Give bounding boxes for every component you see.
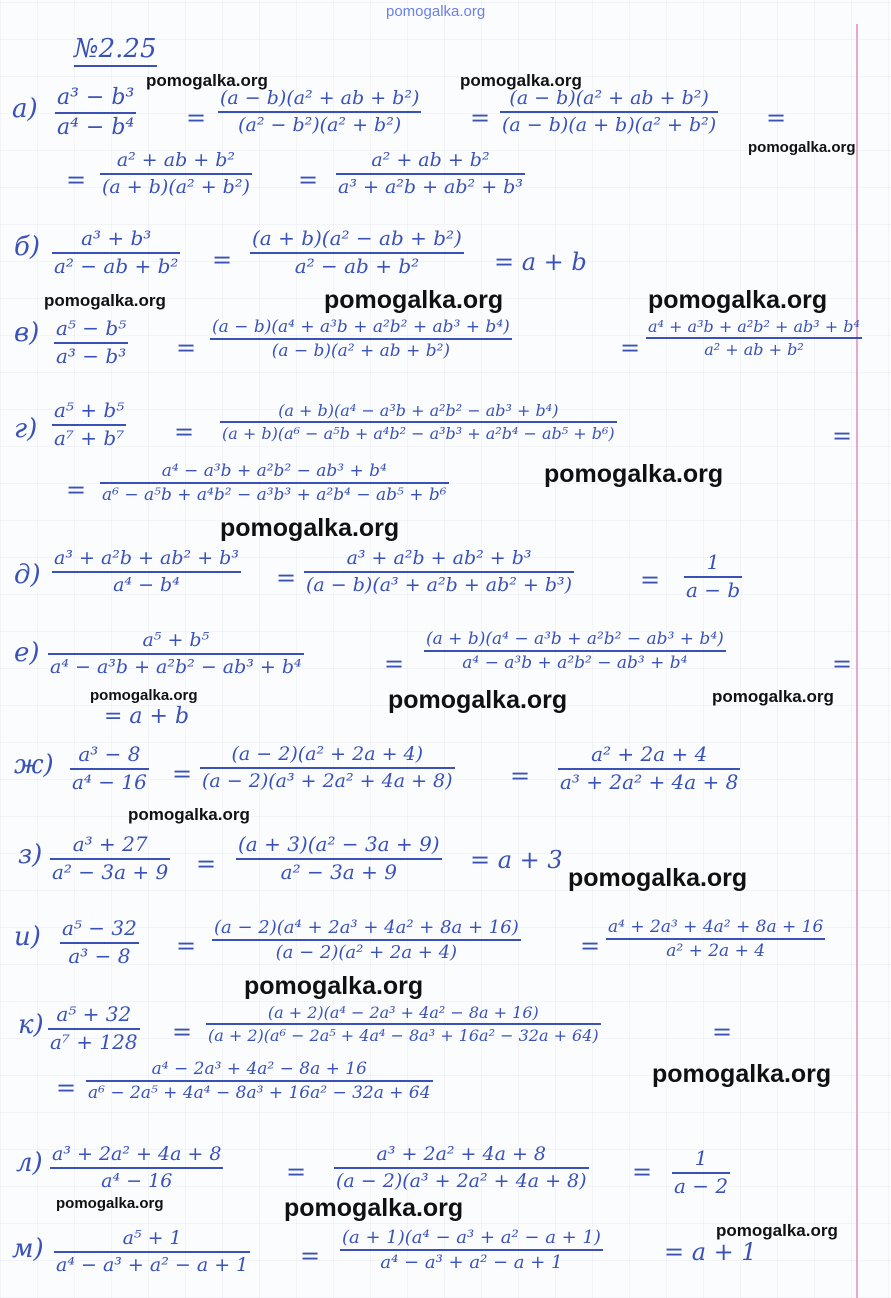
watermark-text: pomogalka.org [244,972,424,1000]
fraction: a⁵ − b⁵ a³ − b³ [56,316,127,368]
watermark-text: pomogalka.org [568,864,748,892]
watermark-text: pomogalka.org [712,687,834,706]
fraction: (a + 2)(a⁴ − 2a³ + 4a² − 8a + 16) (a + 2)(a⁶ − 2a⁵ + 4a⁴ − 8a³ + 16a² − 32a + 64) [208,1003,599,1046]
equals-sign: = [174,418,195,446]
fraction: a³ + 27 a² − 3a + 9 [52,832,169,884]
equals-sign: = [56,1074,77,1102]
fraction: a³ + a²b + ab² + b³ a⁴ − b⁴ [54,547,239,596]
fraction: a⁴ + 2a³ + 4a² + 8a + 16 a² + 2a + 4 [608,917,824,962]
result: = a + b [104,704,190,729]
item-label-i: и) [14,922,41,952]
equals-sign: = [286,1158,307,1186]
equals-sign: = [176,932,197,960]
equals-sign: = [384,650,405,678]
item-label-l: л) [16,1148,43,1178]
fraction: a³ − 8 a⁴ − 16 [72,742,147,794]
fraction: a³ + b³ a² − ab + b² [54,226,179,278]
fraction: (a + b)(a² − ab + b²) a² − ab + b² [252,226,462,278]
equals-sign: = [580,932,601,960]
fraction: (a − b)(a² + ab + b²) (a² − b²)(a² + b²) [220,87,420,136]
result: = a + 1 [664,1238,757,1266]
margin-line [856,24,858,1298]
watermark-text: pomogalka.org [284,1194,464,1222]
result: = a + 3 [470,846,563,874]
watermark-text: pomogalka.org [56,1195,164,1212]
equals-sign: = [66,166,87,194]
equals-sign: = [172,760,193,788]
equals-sign: = [470,104,491,132]
item-label-m: м) [12,1234,44,1264]
fraction: a⁵ − 32 a³ − 8 [62,916,137,968]
watermark-text: pomogalka.org [146,71,268,90]
item-label-d: д) [14,560,41,590]
fraction: a⁵ + b⁵ a⁷ + b⁷ [54,398,125,450]
fraction: a² + ab + b² a³ + a²b + ab² + b³ [338,149,523,198]
fraction: (a + 3)(a² − 3a + 9) a² − 3a + 9 [238,832,440,884]
fraction: a³ + 2a² + 4a + 8 a⁴ − 16 [52,1143,222,1192]
fraction: a⁵ + b⁵ a⁴ − a³b + a²b² − ab³ + b⁴ [50,629,302,678]
site-link[interactable]: pomogalka.org [386,3,486,20]
equals-sign: = [176,334,197,362]
fraction: (a + 1)(a⁴ − a³ + a² − a + 1) a⁴ − a³ + a² − a + 1 [342,1227,601,1274]
item-label-g: г) [14,414,38,444]
fraction: a² + ab + b² (a + b)(a² + b²) [102,149,250,198]
fraction: a³ + 2a² + 4a + 8 (a − 2)(a³ + 2a² + 4a + 8) [336,1143,587,1192]
item-label-v: в) [14,318,40,348]
watermark-text: pomogalka.org [220,514,400,542]
watermark-text: pomogalka.org [544,460,724,488]
watermark-text: pomogalka.org [128,805,250,824]
fraction: (a + b)(a⁴ − a³b + a²b² − ab³ + b⁴) a⁴ − a³b + a²b² − ab³ + b⁴ [426,629,724,674]
item-label-b: б) [14,232,41,262]
fraction: a² + 2a + 4 a³ + 2a² + 4a + 8 [560,742,739,794]
equals-sign: = [712,1018,733,1046]
equals-sign: = [640,566,661,594]
equals-sign: = [172,1018,193,1046]
fraction: a⁴ + a³b + a²b² + ab³ + b⁴ a² + ab + b² [648,317,860,360]
equals-sign: = [298,166,319,194]
equals-sign: = [632,1158,653,1186]
problem-number: №2.25 [74,36,157,67]
watermark-text: pomogalka.org [748,139,856,156]
equals-sign: = [196,850,217,878]
result: = a + b [494,248,587,276]
watermark-text: pomogalka.org [388,686,568,714]
equals-sign: = [212,246,233,274]
watermark-text: pomogalka.org [324,286,504,314]
fraction: (a + b)(a⁴ − a³b + a²b² − ab³ + b⁴) (a + b)(a⁶ − a⁵b + a⁴b² − a³b³ + a²b⁴ − ab⁵ + b⁶) [222,401,615,444]
equals-sign: = [186,104,207,132]
equals-sign: = [620,334,641,362]
fraction: a⁴ − a³b + a²b² − ab³ + b⁴ a⁶ − a⁵b + a⁴b² − a³b³ + a²b⁴ − ab⁵ + b⁶ [102,461,447,506]
equals-sign: = [276,564,297,592]
fraction: 1 a − 2 [674,1146,729,1198]
fraction: a³ + a²b + ab² + b³ (a − b)(a³ + a²b + ab² + b³) [306,547,573,596]
watermark-text: pomogalka.org [90,687,198,704]
item-label-k: к) [18,1010,44,1040]
equals-sign: = [766,104,787,132]
watermark-text: pomogalka.org [716,1221,838,1240]
fraction: a⁵ + 1 a⁴ − a³ + a² − a + 1 [56,1227,249,1276]
fraction: (a − 2)(a² + 2a + 4) (a − 2)(a³ + 2a² + 4a + 8) [202,743,453,792]
equals-sign: = [300,1242,321,1270]
fraction: a³ − b³ a⁴ − b⁴ [57,85,135,140]
fraction: 1 a − b [686,550,741,602]
equals-sign: = [66,476,87,504]
item-label-e: е) [14,638,40,668]
item-label-a: а) [12,94,38,124]
fraction: (a − 2)(a⁴ + 2a³ + 4a² + 8a + 16) (a − 2)(a² + 2a + 4) [214,917,519,964]
item-label-z: з) [18,840,43,870]
equals-sign: = [832,650,853,678]
fraction: a⁴ − 2a³ + 4a² − 8a + 16 a⁶ − 2a⁵ + 4a⁴ − 8a³ + 16a² − 32a + 64 [88,1059,431,1104]
fraction: (a − b)(a⁴ + a³b + a²b² + ab³ + b⁴) (a − b)(a² + ab + b²) [212,317,510,362]
watermark-text: pomogalka.org [44,291,166,310]
equals-sign: = [510,762,531,790]
fraction: (a − b)(a² + ab + b²) (a − b)(a + b)(a² + b²) [502,87,717,136]
item-label-zh: ж) [14,750,54,780]
fraction: a⁵ + 32 a⁷ + 128 [50,1002,138,1054]
watermark-text: pomogalka.org [460,71,582,90]
equals-sign: = [832,422,853,450]
watermark-text: pomogalka.org [652,1060,832,1088]
watermark-text: pomogalka.org [648,286,828,314]
